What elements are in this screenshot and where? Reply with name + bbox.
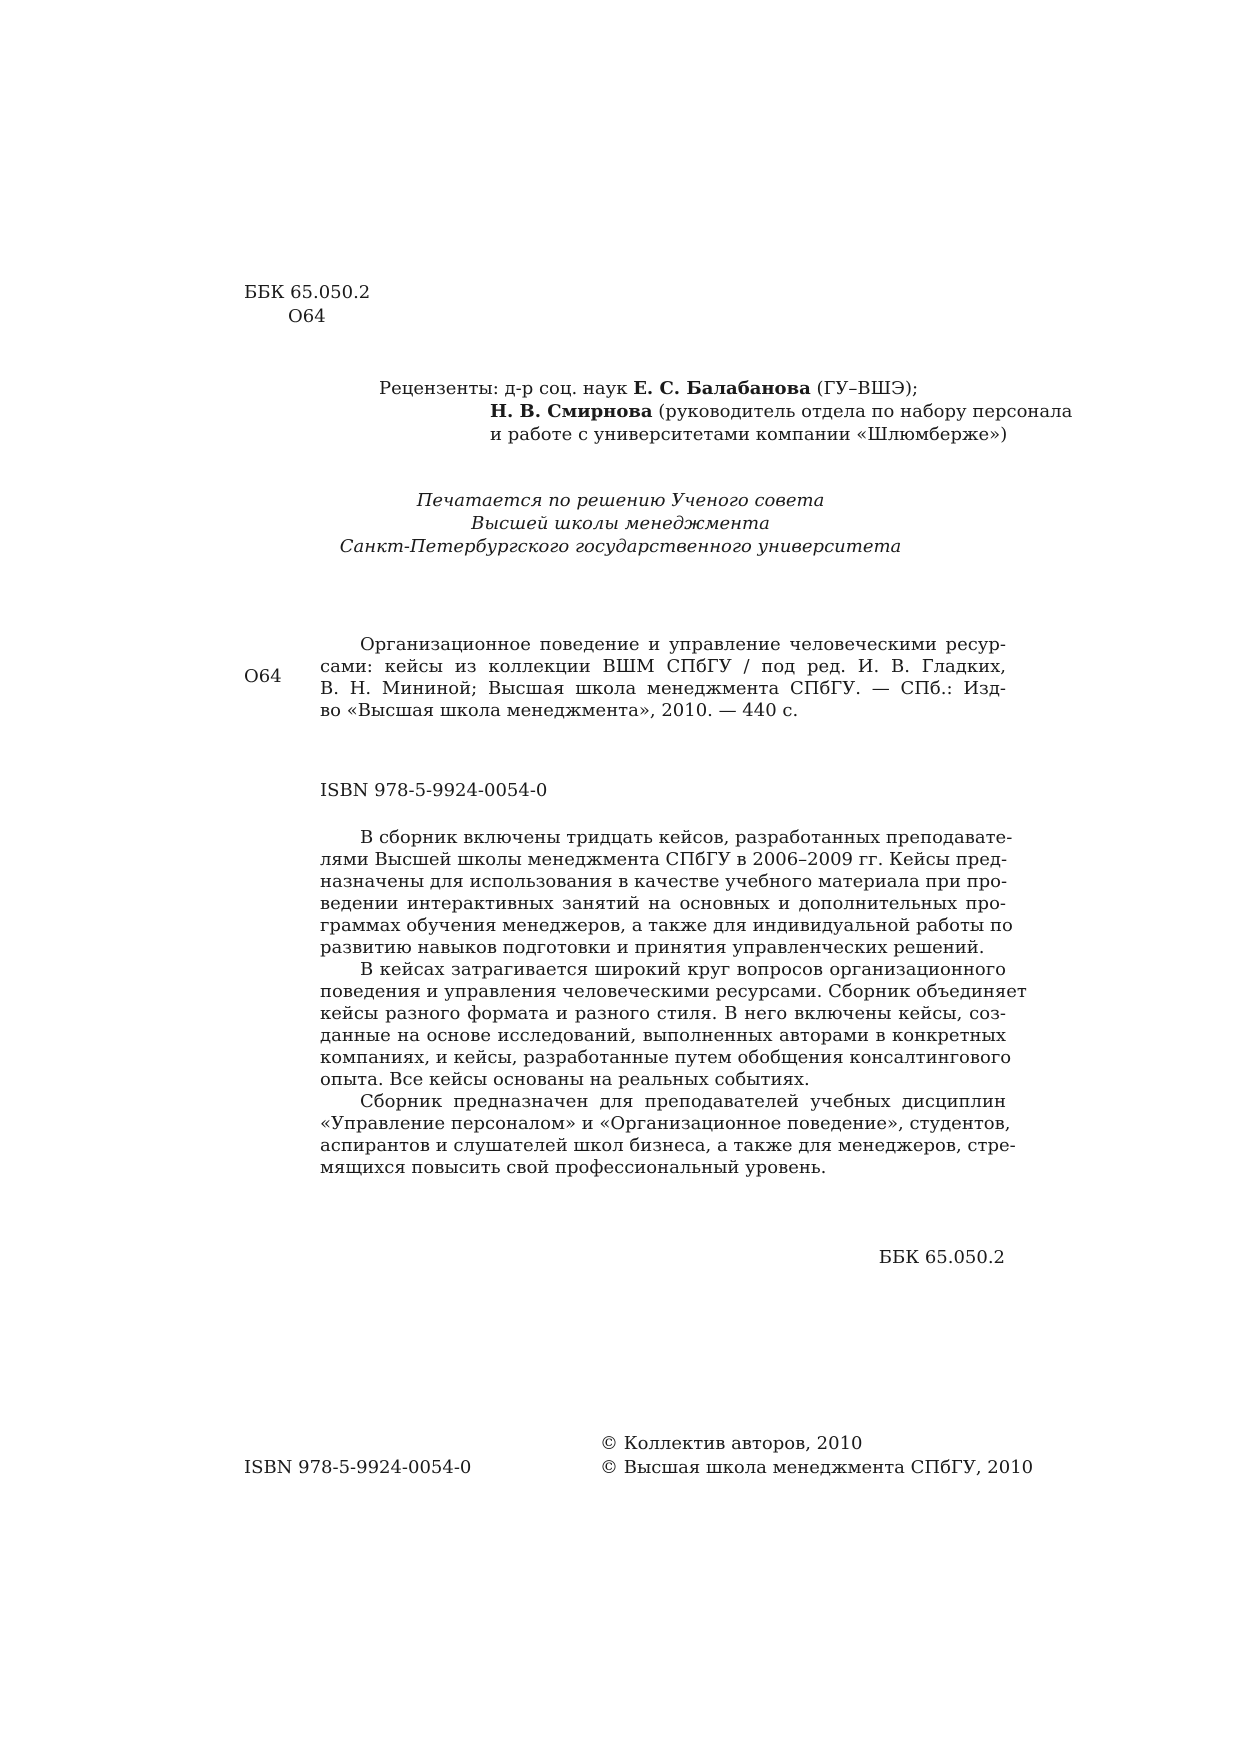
- approval-line-2: Высшей школы менеджмента: [471, 513, 770, 534]
- reviewers-label: Рецензенты:: [379, 378, 499, 399]
- bib-description: [320, 634, 1006, 722]
- footer-isbn: ISBN 978-5-9924-0054-0: [244, 1457, 472, 1478]
- reviewers-line-2: [490, 401, 1072, 423]
- reviewer-1-name: Е. С. Балабанова: [633, 378, 811, 399]
- annotation-line: назначены для использования в качестве учебного материала при про-: [320, 871, 1008, 892]
- annotation-line: поведения и управления человеческими ресурсами. Сборник объединяет: [320, 981, 1027, 1002]
- bbk-code-top: ББК 65.050.2: [244, 282, 371, 303]
- author-mark-top: О64: [288, 306, 326, 327]
- annotation-line: граммах обучения менеджеров, а также для индивидуальной работы по: [320, 915, 1013, 936]
- approval-line-3: Санкт-Петербургского государственного университета: [339, 536, 902, 557]
- annotation-line: Сборник предназначен для преподавателей учебных дисциплин: [360, 1091, 1006, 1112]
- annotation-line: развитию навыков подготовки и принятия управленческих решений.: [320, 937, 985, 958]
- reviewer-2-name: Н. В. Смирнова: [490, 401, 653, 422]
- approval-line-1: Печатается по решению Ученого совета: [416, 490, 825, 511]
- reviewer-1-affiliation: (ГУ–ВШЭ);: [816, 378, 919, 399]
- annotation-line: кейсы разного формата и разного стиля. В него включены кейсы, соз-: [320, 1003, 1006, 1024]
- bib-line: В. Н. Мининой; Высшая школа менеджмента СПбГУ. — СПб.: Изд-: [320, 678, 1006, 699]
- bib-line: во «Высшая школа менеджмента», 2010. — 440 с.: [320, 700, 799, 721]
- annotation-line: мящихся повысить свой профессиональный уровень.: [320, 1157, 827, 1178]
- reviewer-2-affiliation-2: и работе с университетами компании «Шлюмберже»): [490, 424, 1008, 445]
- isbn-line: ISBN 978-5-9924-0054-0: [320, 780, 548, 801]
- reviewer-1-degree: д-р соц. наук: [504, 378, 628, 399]
- bbk-code-bottom: ББК 65.050.2: [878, 1247, 1005, 1268]
- reviewers-line-1: [379, 378, 918, 400]
- annotation-line: В сборник включены тридцать кейсов, разработанных преподавате-: [360, 827, 1013, 848]
- annotation-line: компаниях, и кейсы, разработанные путем обобщения консалтингового: [320, 1047, 1012, 1068]
- annotation-line: «Управление персоналом» и «Организационное поведение», студентов,: [320, 1113, 1011, 1134]
- annotation-line: ведении интерактивных занятий на основных и дополнительных про-: [320, 893, 1006, 914]
- bib-author-mark: О64: [244, 666, 282, 687]
- annotation-line: аспирантов и слушателей школ бизнеса, а также для менеджеров, стре-: [320, 1135, 1016, 1156]
- copyright-publisher: © Высшая школа менеджмента СПбГУ, 2010: [600, 1457, 1034, 1478]
- bib-line: Организационное поведение и управление человеческими ресур-: [360, 634, 1006, 655]
- annotation-line: лями Высшей школы менеджмента СПбГУ в 2006–2009 гг. Кейсы пред-: [320, 849, 1008, 870]
- bib-line: сами: кейсы из коллекции ВШМ СПбГУ / под ред. И. В. Гладких,: [320, 656, 1006, 677]
- copyright-authors: © Коллектив авторов, 2010: [600, 1433, 863, 1454]
- reviewer-2-affiliation-1: (руководитель отдела по набору персонала: [658, 401, 1073, 422]
- annotation-line: данные на основе исследований, выполненных авторами в конкретных: [320, 1025, 1006, 1046]
- annotation: [320, 827, 1027, 1179]
- annotation-line: В кейсах затрагивается широкий круг вопросов организационного: [360, 959, 1006, 980]
- annotation-line: опыта. Все кейсы основаны на реальных событиях.: [320, 1069, 810, 1090]
